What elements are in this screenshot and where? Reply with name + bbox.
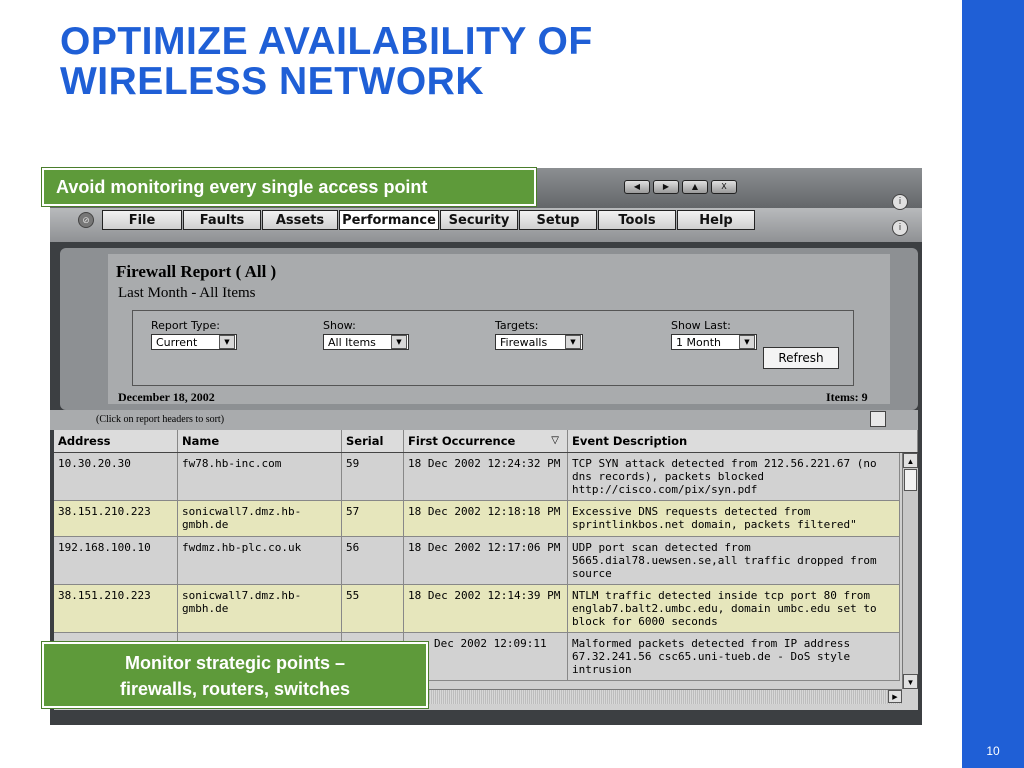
filter-box	[132, 310, 854, 386]
filter-targets	[495, 319, 583, 350]
close-button[interactable]: X	[711, 180, 737, 194]
table-row[interactable]	[54, 585, 900, 633]
column-header-first-occurrence[interactable]	[404, 430, 568, 452]
scroll-down-icon[interactable]: ▼	[903, 674, 918, 689]
cell-serial: 56	[342, 537, 404, 584]
targets-select[interactable]	[495, 334, 583, 350]
column-header-event-description[interactable]: Event Description	[568, 430, 918, 452]
slide-side-bar	[962, 0, 1024, 768]
report-panel	[60, 248, 918, 410]
menu-setup[interactable]: Setup	[519, 210, 597, 230]
chevron-down-icon[interactable]: ▼	[391, 335, 407, 349]
scroll-right-icon[interactable]: ▶	[888, 690, 902, 703]
info-icon[interactable]: i	[892, 194, 908, 210]
callout-monitor-strategic	[42, 642, 428, 708]
cell-first-occurrence: 18 Dec 2002 12:18:18 PM	[404, 501, 568, 536]
menu-knob-icon[interactable]: ⊘	[78, 212, 94, 228]
menu-items	[102, 210, 756, 230]
cell-address: 192.168.100.10	[54, 537, 178, 584]
table-row[interactable]	[54, 453, 900, 501]
cell-serial: 59	[342, 453, 404, 500]
cell-event-description: UDP port scan detected from 5665.dial78.uewsen.se,all traffic dropped from source	[568, 537, 900, 584]
show-last-label: Show Last:	[671, 319, 731, 332]
back-button[interactable]: ◀	[624, 180, 650, 194]
report-type-value: Current	[156, 335, 198, 349]
cell-name: fwdmz.hb-plc.co.uk	[178, 537, 342, 584]
scroll-up-icon[interactable]: ▲	[903, 453, 918, 468]
show-select[interactable]	[323, 334, 409, 350]
report-title: Firewall Report ( All )	[116, 262, 277, 281]
report-date: December 18, 2002	[118, 390, 215, 404]
slide-title-line2: WIRELESS NETWORK	[60, 60, 484, 103]
info-icon[interactable]: i	[892, 220, 908, 236]
report-type-label: Report Type:	[151, 319, 220, 332]
menu-help[interactable]: Help	[677, 210, 755, 230]
cell-address: 38.151.210.223	[54, 585, 178, 632]
filter-show	[323, 319, 409, 350]
corner-button[interactable]	[870, 411, 886, 427]
report-subtitle: Last Month - All Items	[118, 285, 256, 301]
menu-file[interactable]: File	[102, 210, 182, 230]
sort-hint: (Click on report headers to sort)	[96, 414, 225, 425]
cell-event-description: Excessive DNS requests detected from sprintlinkbos.net domain, packets filtered"	[568, 501, 900, 536]
report-type-select[interactable]	[151, 334, 237, 350]
cell-first-occurrence: Dec 2002 12:09:11	[404, 633, 568, 680]
targets-value: Firewalls	[500, 335, 548, 349]
targets-label: Targets:	[495, 319, 539, 332]
window-controls	[624, 180, 737, 194]
column-header-address[interactable]: Address	[54, 430, 178, 452]
chevron-down-icon[interactable]: ▼	[739, 335, 755, 349]
show-label: Show:	[323, 319, 356, 332]
menu-performance[interactable]: Performance	[339, 210, 439, 230]
menu-faults[interactable]: Faults	[183, 210, 261, 230]
forward-button[interactable]: ▶	[653, 180, 679, 194]
cell-serial: 55	[342, 585, 404, 632]
report-item-count: Items: 9	[826, 390, 868, 404]
table-header	[54, 430, 918, 453]
cell-address: 10.30.20.30	[54, 453, 178, 500]
column-header-name[interactable]: Name	[178, 430, 342, 452]
slide-title	[60, 22, 940, 102]
filter-show-last	[671, 319, 757, 350]
cell-first-occurrence: 18 Dec 2002 12:14:39 PM	[404, 585, 568, 632]
cell-address: 38.151.210.223	[54, 501, 178, 536]
slide-title-line1: OPTIMIZE AVAILABILITY OF	[60, 20, 593, 63]
cell-serial: 57	[342, 501, 404, 536]
cell-event-description: TCP SYN attack detected from 212.56.221.67 (no dns records), packets blocked http://cisco.com/pix/syn.pdf	[568, 453, 900, 500]
cell-name: sonicwall7.dmz.hb-gmbh.de	[178, 585, 342, 632]
cell-event-description: Malformed packets detected from IP address 67.32.241.56 csc65.uni-tueb.de - DoS style intrusion	[568, 633, 900, 680]
cell-first-occurrence: 18 Dec 2002 12:24:32 PM	[404, 453, 568, 500]
sort-descending-icon: ▽	[551, 435, 559, 446]
vertical-scrollbar[interactable]	[902, 453, 918, 689]
cell-name: sonicwall7.dmz.hb-gmbh.de	[178, 501, 342, 536]
table-row[interactable]	[54, 537, 900, 585]
cell-name: fw78.hb-inc.com	[178, 453, 342, 500]
scroll-thumb[interactable]	[904, 469, 917, 491]
menu-security[interactable]: Security	[440, 210, 518, 230]
chevron-down-icon[interactable]: ▼	[565, 335, 581, 349]
callout-bottom-line2: firewalls, routers, switches	[119, 679, 351, 699]
callout-bottom-line1: Monitor strategic points –	[124, 653, 346, 673]
cell-first-occurrence: 18 Dec 2002 12:17:06 PM	[404, 537, 568, 584]
callout-avoid-monitoring: Avoid monitoring every single access point	[42, 168, 536, 206]
menu-assets[interactable]: Assets	[262, 210, 338, 230]
filter-report-type	[151, 319, 237, 350]
page-number: 10	[986, 744, 1000, 758]
show-value: All Items	[328, 335, 376, 349]
chevron-down-icon[interactable]: ▼	[219, 335, 235, 349]
sort-strip	[50, 410, 918, 430]
show-last-select[interactable]	[671, 334, 757, 350]
column-header-serial[interactable]: Serial	[342, 430, 404, 452]
show-last-value: 1 Month	[676, 335, 721, 349]
cell-event-description: NTLM traffic detected inside tcp port 80 from englab7.balt2.umbc.edu, domain umbc.edu set to block for 6000 seconds	[568, 585, 900, 632]
refresh-button[interactable]: Refresh	[763, 347, 839, 369]
first-occurrence-label: First Occurrence	[408, 434, 516, 448]
menu-tools[interactable]: Tools	[598, 210, 676, 230]
table-row[interactable]	[54, 501, 900, 537]
maximize-button[interactable]: ▲	[682, 180, 708, 194]
